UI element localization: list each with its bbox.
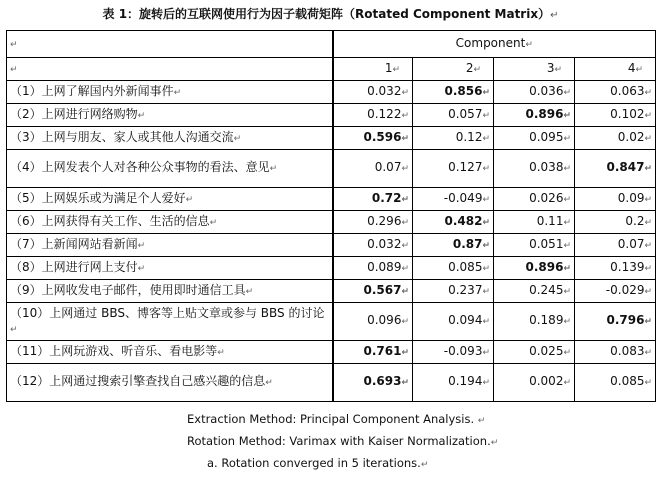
loading-cell <box>413 303 494 341</box>
loading-cell <box>575 234 656 257</box>
loading-value: 0.07 <box>617 236 645 251</box>
loading-cell <box>494 211 575 234</box>
note-rotation <box>187 434 498 448</box>
row-label <box>7 127 333 150</box>
note-text: Rotation Method: Varimax with Kaiser Normalization. <box>187 434 491 448</box>
loading-value: 0.122 <box>367 106 402 121</box>
paragraph-mark: ↵ <box>482 378 490 388</box>
loading-value: 0.002 <box>529 374 564 388</box>
paragraph-mark: ↵ <box>644 263 653 274</box>
table-title <box>0 5 661 22</box>
loading-value: 0.87 <box>452 236 483 251</box>
loading-value: 0.482 <box>444 213 483 228</box>
paragraph-mark: ↵ <box>401 110 409 121</box>
loading-cell <box>333 341 413 364</box>
paragraph-mark: ↵ <box>490 438 499 448</box>
loading-value: 0.038 <box>529 160 564 174</box>
component-label: Component <box>455 35 526 50</box>
paragraph-mark: ↵ <box>563 87 571 98</box>
paragraph-mark: ↵ <box>563 347 571 358</box>
paragraph-mark: ↵ <box>269 164 278 174</box>
table-row <box>7 280 656 303</box>
loading-value: -0.029 <box>605 282 645 297</box>
row-label-text: （2）上网进行网络购物 <box>10 106 138 121</box>
loading-value: 0.127 <box>448 160 483 174</box>
loading-cell <box>494 257 575 280</box>
paragraph-mark: ↵ <box>644 133 653 144</box>
table-row <box>7 234 656 257</box>
table-row <box>7 257 656 280</box>
paragraph-mark: ↵ <box>401 378 409 388</box>
loading-value: 0.07 <box>374 160 402 174</box>
row-label <box>7 303 333 341</box>
loading-cell <box>413 257 494 280</box>
loading-cell <box>494 104 575 127</box>
paragraph-mark: ↵ <box>137 263 146 274</box>
column-label: 4 <box>627 60 636 75</box>
paragraph-mark: ↵ <box>401 133 409 144</box>
loading-cell <box>575 127 656 150</box>
paragraph-mark: ↵ <box>10 324 18 335</box>
table-row <box>7 364 656 402</box>
row-label <box>7 104 333 127</box>
paragraph-mark: ↵ <box>563 133 571 144</box>
loading-cell <box>333 104 413 127</box>
loading-cell <box>413 127 494 150</box>
loading-cell <box>575 150 656 188</box>
loading-value: 0.567 <box>363 282 402 297</box>
paragraph-mark: ↵ <box>137 110 146 121</box>
header-empty-cell <box>7 58 333 81</box>
paragraph-mark: ↵ <box>401 286 409 297</box>
row-label-text: （5）上网娱乐或为满足个人爱好 <box>10 190 186 205</box>
row-label-text: （1）上网了解国内外新闻事件 <box>10 83 174 98</box>
paragraph-mark: ↵ <box>10 39 18 50</box>
loading-cell <box>575 257 656 280</box>
paragraph-mark: ↵ <box>10 64 18 75</box>
loading-value: 0.139 <box>610 259 645 274</box>
paragraph-mark: ↵ <box>644 110 653 121</box>
paragraph-mark: ↵ <box>245 286 254 297</box>
loading-value: 0.896 <box>525 259 564 274</box>
paragraph-mark: ↵ <box>563 217 571 228</box>
loading-cell <box>413 81 494 104</box>
row-label <box>7 280 333 303</box>
loading-value: 0.063 <box>610 83 645 98</box>
loading-cell <box>333 303 413 341</box>
row-label-text: （12）上网通过搜索引擎查找自己感兴趣的信息 <box>10 374 266 388</box>
loading-cell <box>333 257 413 280</box>
loading-value: 0.089 <box>367 259 402 274</box>
paragraph-mark: ↵ <box>482 317 490 327</box>
paragraph-mark: ↵ <box>644 217 653 228</box>
loading-cell <box>333 364 413 402</box>
paragraph-mark: ↵ <box>644 286 653 297</box>
loading-value: 0.12 <box>455 129 483 144</box>
loading-cell <box>494 341 575 364</box>
loading-cell <box>333 234 413 257</box>
loading-cell <box>494 188 575 211</box>
loading-cell <box>413 211 494 234</box>
loading-value: 0.896 <box>525 106 564 121</box>
loading-cell <box>494 364 575 402</box>
loading-value: 0.026 <box>529 190 564 205</box>
paragraph-mark: ↵ <box>563 164 571 174</box>
paragraph-mark: ↵ <box>644 164 653 174</box>
paragraph-mark: ↵ <box>482 263 490 274</box>
loading-value: 0.032 <box>367 236 402 251</box>
paragraph-mark: ↵ <box>644 194 653 205</box>
loading-cell <box>575 188 656 211</box>
table-row <box>7 211 656 234</box>
column-label: 3 <box>546 60 555 75</box>
loading-value: 0.036 <box>529 83 564 98</box>
paragraph-mark: ↵ <box>482 194 490 205</box>
paragraph-mark: ↵ <box>563 240 571 251</box>
loading-cell <box>575 280 656 303</box>
paragraph-mark: ↵ <box>217 347 225 358</box>
column-header-1 <box>333 58 413 81</box>
loading-value: 0.796 <box>606 313 645 327</box>
loading-value: 0.856 <box>444 83 483 98</box>
note-text: a. Rotation converged in 5 iterations. <box>207 456 421 470</box>
loading-value: 0.245 <box>529 282 564 297</box>
loading-value: 0.847 <box>606 160 645 174</box>
row-label <box>7 81 333 104</box>
paragraph-mark: ↵ <box>563 194 571 205</box>
paragraph-mark: ↵ <box>563 286 571 297</box>
component-matrix-table <box>6 30 656 402</box>
loading-value: 0.083 <box>610 343 645 358</box>
loading-cell <box>333 81 413 104</box>
paragraph-mark: ↵ <box>563 317 571 327</box>
table-row <box>7 81 656 104</box>
table-row <box>7 341 656 364</box>
loading-value: 0.085 <box>610 374 645 388</box>
loading-value: 0.02 <box>617 129 645 144</box>
row-label <box>7 211 333 234</box>
loading-value: 0.09 <box>617 190 645 205</box>
paragraph-mark: ↵ <box>482 87 490 98</box>
loading-cell <box>494 127 575 150</box>
loading-cell <box>575 303 656 341</box>
loading-cell <box>494 81 575 104</box>
paragraph-mark: ↵ <box>233 133 242 144</box>
row-label-text: （8）上网进行网上支付 <box>10 259 138 274</box>
paragraph-mark: ↵ <box>401 240 409 251</box>
paragraph-mark: ↵ <box>563 110 571 121</box>
loading-value: 0.761 <box>363 343 402 358</box>
column-header-4 <box>575 58 656 81</box>
loading-value: 0.296 <box>367 213 402 228</box>
paragraph-mark: ↵ <box>265 378 273 388</box>
row-label <box>7 341 333 364</box>
loading-value: 0.102 <box>610 106 645 121</box>
paragraph-mark: ↵ <box>482 133 490 144</box>
loading-cell <box>575 81 656 104</box>
row-label <box>7 150 333 188</box>
row-label-text: （7）上新闻网站看新闻 <box>10 236 138 251</box>
header-empty-cell <box>7 31 333 58</box>
row-label <box>7 188 333 211</box>
paragraph-mark: ↵ <box>209 217 218 228</box>
table-row <box>7 150 656 188</box>
paragraph-mark: ↵ <box>482 240 490 251</box>
loading-cell <box>333 211 413 234</box>
paragraph-mark: ↵ <box>185 194 194 205</box>
row-label <box>7 234 333 257</box>
loading-value: 0.032 <box>367 83 402 98</box>
paragraph-mark: ↵ <box>137 240 146 251</box>
paragraph-mark: ↵ <box>644 240 653 251</box>
paragraph-mark: ↵ <box>401 87 409 98</box>
column-header-3 <box>494 58 575 81</box>
header-row-columns <box>7 58 656 81</box>
paragraph-mark: ↵ <box>644 347 653 358</box>
paragraph-mark: ↵ <box>563 263 571 274</box>
paragraph-mark: ↵ <box>482 217 490 228</box>
loading-value: -0.093 <box>443 343 483 358</box>
loading-cell <box>575 341 656 364</box>
loading-cell <box>494 280 575 303</box>
column-label: 2 <box>465 60 474 75</box>
loading-value: 0.095 <box>529 129 564 144</box>
paragraph-mark: ↵ <box>473 64 481 75</box>
loading-cell <box>413 104 494 127</box>
loading-value: 0.189 <box>529 313 564 327</box>
loading-cell <box>575 364 656 402</box>
loading-cell <box>494 234 575 257</box>
paragraph-mark: ↵ <box>525 39 533 50</box>
row-label <box>7 257 333 280</box>
loading-cell <box>333 280 413 303</box>
row-label-text: （3）上网与朋友、家人或其他人沟通交流 <box>10 129 234 144</box>
loading-value: 0.094 <box>448 313 483 327</box>
loading-value: 0.693 <box>363 374 402 388</box>
row-label-text: （4）上网发表个人对各种公众事物的看法、意见 <box>10 160 270 174</box>
loading-value: 0.596 <box>363 129 402 144</box>
header-row-component <box>7 31 656 58</box>
loading-cell <box>333 150 413 188</box>
row-label-text: （10）上网通过 BBS、博客等上贴文章或参与 BBS 的讨论 <box>10 305 325 320</box>
paragraph-mark: ↵ <box>401 347 409 358</box>
loading-cell <box>494 150 575 188</box>
paragraph-mark: ↵ <box>644 317 653 327</box>
loading-cell <box>333 127 413 150</box>
loading-value: -0.049 <box>443 190 483 205</box>
loading-value: 0.051 <box>529 236 564 251</box>
paragraph-mark: ↵ <box>482 110 490 121</box>
row-label <box>7 364 333 402</box>
component-header <box>333 31 656 58</box>
paragraph-mark: ↵ <box>401 194 409 205</box>
loading-cell <box>575 211 656 234</box>
loading-cell <box>333 188 413 211</box>
paragraph-mark: ↵ <box>644 87 653 98</box>
loading-cell <box>494 303 575 341</box>
paragraph-mark: ↵ <box>550 10 559 21</box>
paragraph-mark: ↵ <box>477 416 486 426</box>
table-row <box>7 127 656 150</box>
loading-value: 0.194 <box>448 374 483 388</box>
paragraph-mark: ↵ <box>401 164 409 174</box>
paragraph-mark: ↵ <box>554 64 562 75</box>
paragraph-mark: ↵ <box>482 347 490 358</box>
row-label-text: （6）上网获得有关工作、生活的信息 <box>10 213 210 228</box>
paragraph-mark: ↵ <box>482 164 490 174</box>
loading-cell <box>413 188 494 211</box>
paragraph-mark: ↵ <box>563 378 571 388</box>
loading-cell <box>575 104 656 127</box>
table-title-text: 表 1：旋转后的互联网使用行为因子载荷矩阵（Rotated Component Matrix） <box>102 7 551 21</box>
loading-value: 0.025 <box>529 343 564 358</box>
table-row <box>7 104 656 127</box>
loading-cell <box>413 364 494 402</box>
loading-cell <box>413 280 494 303</box>
paragraph-mark: ↵ <box>401 217 409 228</box>
table-row <box>7 188 656 211</box>
note-converged <box>207 456 428 470</box>
loading-value: 0.2 <box>625 213 645 228</box>
loading-value: 0.72 <box>371 190 402 205</box>
note-text: Extraction Method: Principal Component Analysis. <box>187 412 475 426</box>
paragraph-mark: ↵ <box>401 263 409 274</box>
loading-value: 0.096 <box>367 313 402 327</box>
note-extraction <box>187 412 485 426</box>
table-row <box>7 303 656 341</box>
paragraph-mark: ↵ <box>420 460 429 470</box>
loading-value: 0.237 <box>448 282 483 297</box>
loading-value: 0.11 <box>536 213 564 228</box>
paragraph-mark: ↵ <box>635 64 644 75</box>
paragraph-mark: ↵ <box>392 64 400 75</box>
row-label-text: （9）上网收发电子邮件，使用即时通信工具 <box>10 282 246 297</box>
loading-cell <box>413 234 494 257</box>
loading-cell <box>413 150 494 188</box>
paragraph-mark: ↵ <box>482 286 490 297</box>
row-label-text: （11）上网玩游戏、听音乐、看电影等 <box>10 343 218 358</box>
column-label: 1 <box>384 60 393 75</box>
paragraph-mark: ↵ <box>401 317 409 327</box>
loading-value: 0.085 <box>448 259 483 274</box>
loading-value: 0.057 <box>448 106 483 121</box>
loading-cell <box>413 341 494 364</box>
paragraph-mark: ↵ <box>173 87 182 98</box>
column-header-2 <box>413 58 494 81</box>
paragraph-mark: ↵ <box>644 378 653 388</box>
